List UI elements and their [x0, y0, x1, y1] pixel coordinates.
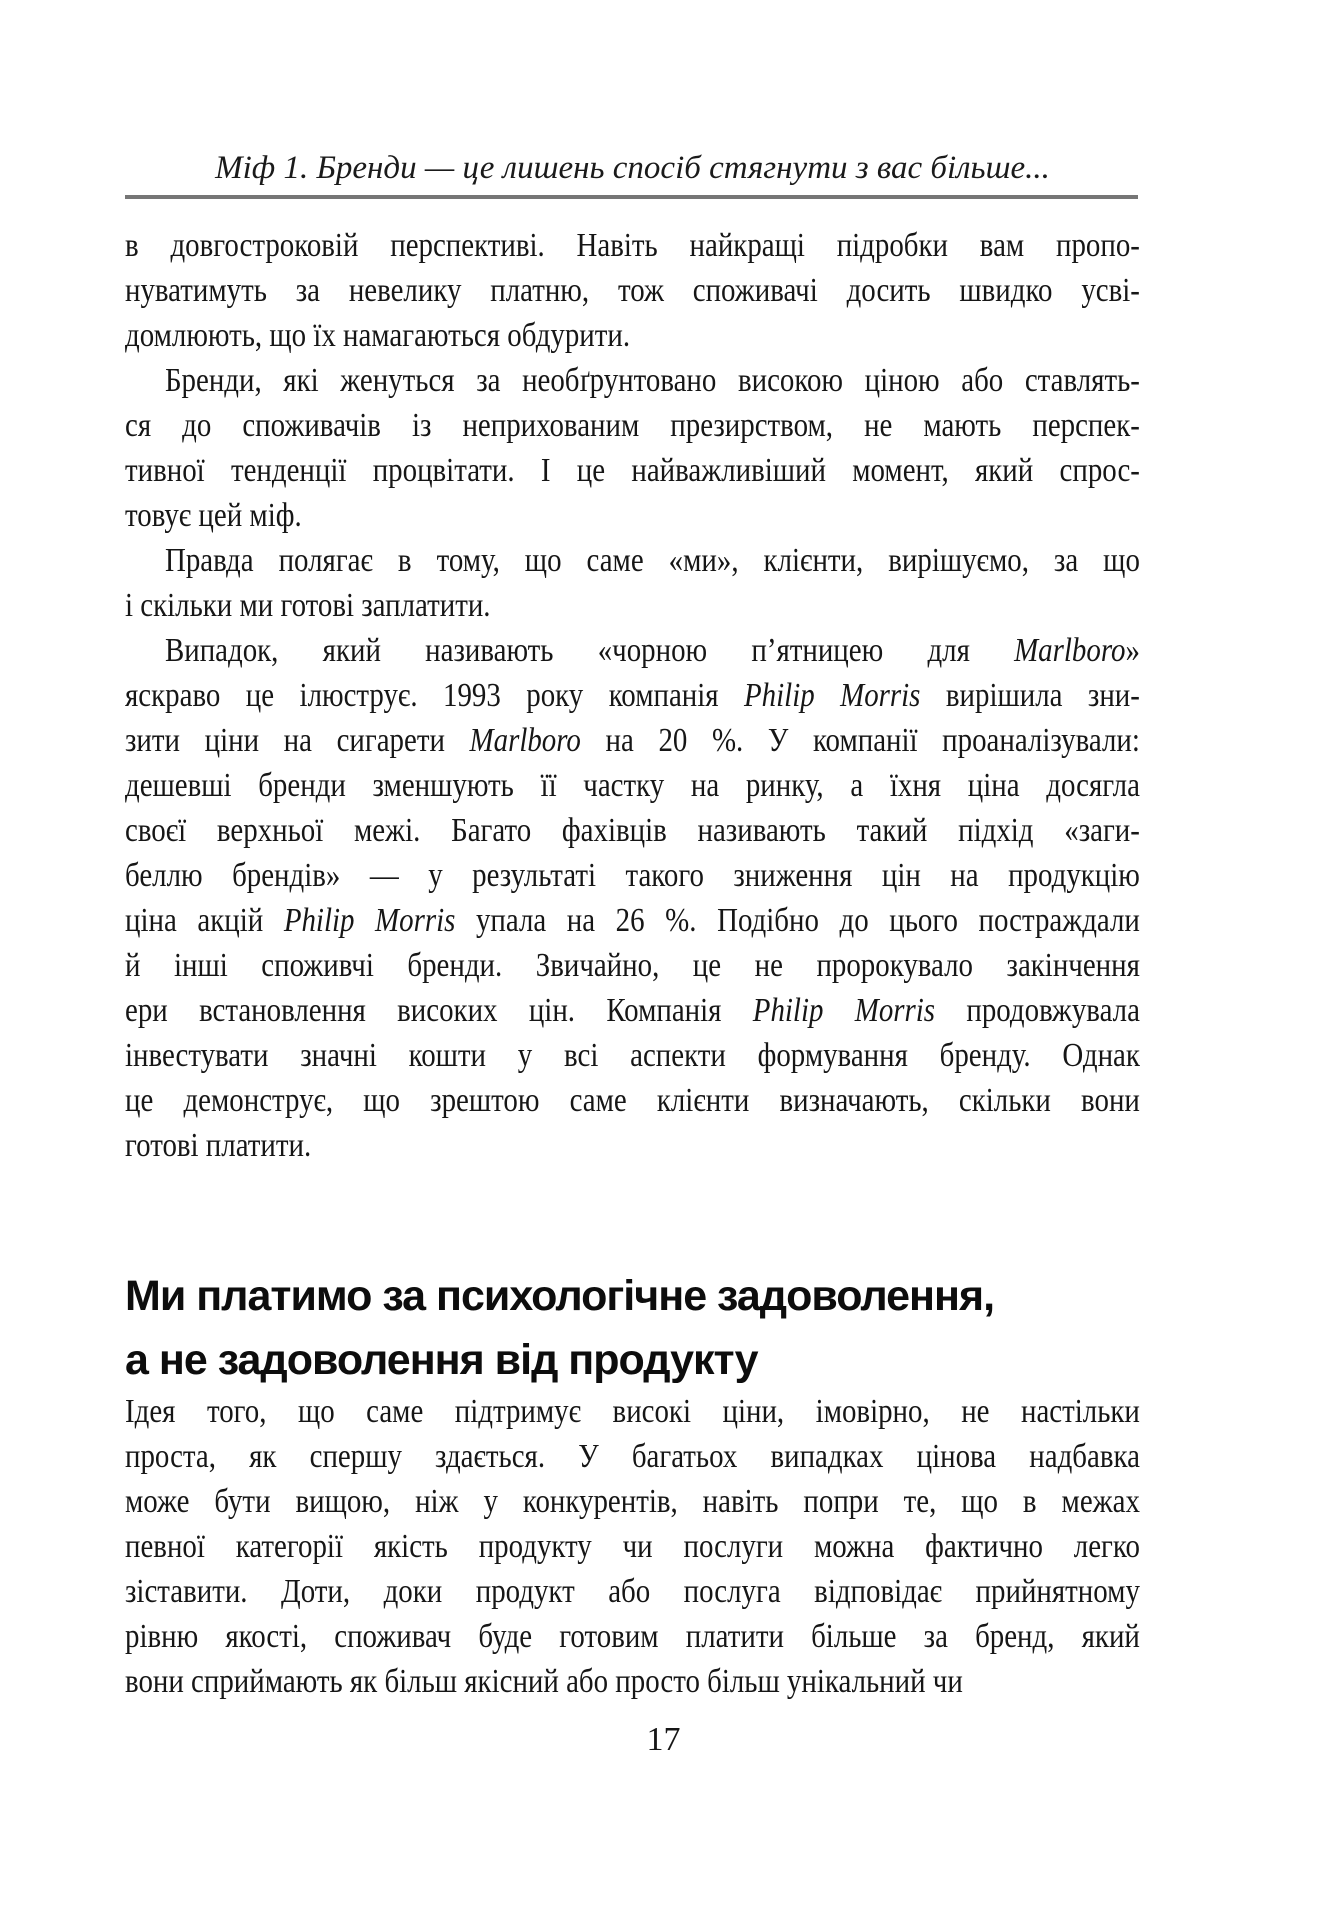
body-line: і скільки ми готові заплатити.: [125, 587, 491, 624]
body-line: яскраво це ілюструє. 1993 року компанія Philip Morris вирішила зни-: [125, 677, 1140, 714]
body-text-top: [125, 223, 1319, 1168]
body-line: Бренди, які женуться за необґрунтовано високою ціною або ставлять-: [164, 362, 1140, 399]
body-line: інвестувати значні кошти у всі аспекти формування бренду. Однак: [125, 1037, 1140, 1074]
body-line: ціна акцій Philip Morris упала на 26 %. Подібно до цього постраждали: [125, 902, 1140, 939]
body-line: Випадок, який називають «чорною п’ятницею для Marlboro»: [164, 632, 1140, 669]
body-line: рівню якості, споживач буде готовим платити більше за бренд, який: [125, 1618, 1140, 1655]
body-line: тивної тенденції процвітати. І це найважливіший момент, який спрос-: [125, 452, 1140, 489]
body-line: проста, як спершу здається. У багатьох випадках цінова надбавка: [125, 1438, 1140, 1475]
body-line: й інші споживчі бренди. Звичайно, це не пророкувало закінчення: [125, 947, 1140, 984]
body-line: своєї верхньої межі. Багато фахівців називають такий підхід «заги-: [125, 812, 1140, 849]
body-line: готові платити.: [125, 1127, 312, 1164]
body-line: беллю брендів» — у результаті такого зниження цін на продукцію: [125, 857, 1140, 894]
body-line: Ідея того, що саме підтримує високі ціни, імовірно, не настільки: [125, 1393, 1140, 1430]
page-number: 17: [646, 1721, 681, 1758]
body-text-bottom: [125, 1389, 1319, 1704]
body-line: нуватимуть за невелику платню, тож споживачі досить швидко усві-: [125, 272, 1140, 309]
section-heading: [125, 1264, 1225, 1392]
body-line: це демонструє, що зрештою саме клієнти визначають, скільки вони: [125, 1082, 1140, 1119]
body-line: Правда полягає в тому, що саме «ми», клієнти, вирішуємо, за що: [164, 542, 1140, 579]
body-line: товує цей міф.: [125, 497, 302, 534]
running-header: Міф 1. Бренди — це лишень спосіб стягнути з вас більше...: [215, 150, 1050, 186]
header-rule-divider: [125, 195, 1138, 199]
section-heading-line: а не задоволення від продукту: [125, 1335, 758, 1384]
body-line: певної категорії якість продукту чи послуги можна фактично легко: [125, 1528, 1140, 1565]
body-line: ся до споживачів із неприхованим презирством, не мають перспек-: [125, 407, 1140, 444]
body-line: дешевші бренди зменшують її частку на ринку, а їхня ціна досягла: [125, 767, 1140, 804]
body-line: зіставити. Доти, доки продукт або послуга відповідає прийнятному: [125, 1573, 1140, 1610]
body-line: може бути вищою, ніж у конкурентів, навіть попри те, що в межах: [125, 1483, 1140, 1520]
body-line: зити ціни на сигарети Marlboro на 20 %. У компанії проаналізували:: [125, 722, 1140, 759]
body-line: ери встановлення високих цін. Компанія Philip Morris продовжувала: [125, 992, 1140, 1029]
section-heading-line: Ми платимо за психологічне задоволення,: [125, 1271, 995, 1320]
body-line: вони сприймають як більш якісний або просто більш унікальний чи: [125, 1663, 963, 1700]
body-line: домлюють, що їх намагаються обдурити.: [125, 317, 631, 354]
body-line: в довгостроковій перспективі. Навіть найкращі підробки вам пропо-: [125, 227, 1140, 264]
